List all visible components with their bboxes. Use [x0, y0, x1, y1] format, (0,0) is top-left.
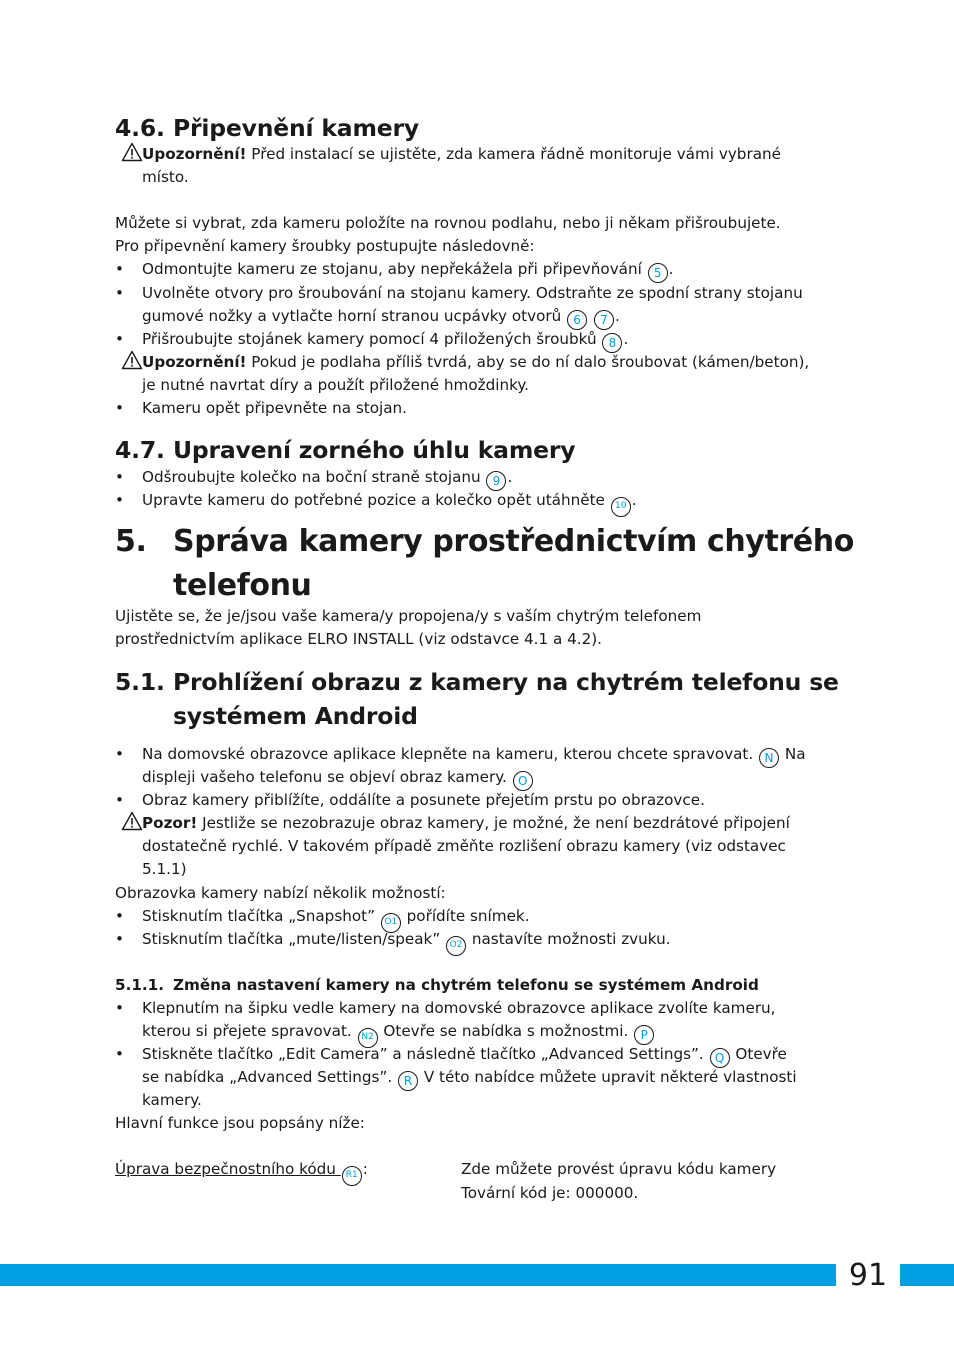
heading-5-continued: telefonu	[173, 568, 312, 603]
heading-4-6: 4.6. Připevnění kamery	[115, 114, 420, 142]
list-item-continued: kamery.	[142, 1091, 202, 1109]
list-item: Stisknutím tlačítka „mute/listen/speak” O2 nastavíte možnosti zvuku.	[142, 928, 671, 956]
reference-marker: N	[759, 748, 779, 768]
warning-text-line: 5.1.1)	[142, 860, 187, 878]
bullet-dot: •	[115, 930, 124, 948]
list-item: Odmontujte kameru ze stojanu, aby nepřekážela při připevňování 5 .	[142, 258, 674, 283]
warning-text-line: místo.	[142, 168, 189, 186]
feature-label: Úprava bezpečnostního kódu R1 :	[115, 1158, 368, 1186]
bullet-dot: •	[115, 745, 124, 763]
paragraph-line: Ujistěte se, že je/jsou vaše kamera/y propojena/y s vaším chytrým telefonem	[115, 607, 702, 625]
list-item: Kameru opět připevněte na stojan.	[142, 399, 407, 417]
reference-marker: O2	[446, 936, 466, 956]
heading-5: 5. Správa kamery prostřednictvím chytrého	[115, 524, 854, 559]
warning-text-line: Upozornění! Před instalací se ujistěte, zda kamera řádně monitoruje vámi vybrané	[142, 145, 781, 163]
list-item: Odšroubujte kolečko na boční straně stojanu 9 .	[142, 466, 512, 491]
list-item: Přišroubujte stojánek kamery pomocí 4 přiložených šroubků 8 .	[142, 328, 628, 353]
list-item: Obraz kamery přiblížíte, oddálíte a posunete přejetím prstu po obrazovce.	[142, 791, 705, 809]
bullet-dot: •	[115, 791, 124, 809]
list-item-continued: gumové nožky a vytlačte horní stranou ucpávky otvorů 6 7 .	[142, 305, 620, 330]
list-item: Uvolněte otvory pro šroubování na stojanu kamery. Odstraňte ze spodní strany stojanu	[142, 284, 803, 302]
bullet-dot: •	[115, 260, 124, 278]
warning-triangle-icon	[121, 350, 143, 370]
warning-text-line: dostatečně rychlé. V takovém případě změňte rozlišení obrazu kamery (viz odstavec	[142, 837, 786, 855]
list-item-continued: se nabídka „Advanced Settings”. R V této nabídce můžete upravit některé vlastnosti	[142, 1066, 797, 1091]
warning-text-line: Pozor! Jestliže se nezobrazuje obraz kamery, je možné, že není bezdrátové připojení	[142, 814, 790, 832]
warning-triangle-icon	[121, 142, 143, 162]
paragraph-line: Můžete si vybrat, zda kameru položíte na rovnou podlahu, nebo ji někam přišroubujete.	[115, 214, 781, 232]
bullet-dot: •	[115, 491, 124, 509]
list-item-continued: kterou si přejete spravovat. N2 Otevře se nabídka s možnostmi. P	[142, 1020, 655, 1048]
heading-5-1: 5.1. Prohlížení obrazu z kamery na chytrém telefonu se	[115, 668, 839, 696]
bullet-dot: •	[115, 284, 124, 302]
list-item: Na domovské obrazovce aplikace klepněte na kameru, kterou chcete spravovat. N Na	[142, 743, 806, 768]
reference-marker: O	[513, 771, 533, 791]
list-item: Stisknutím tlačítka „Snapshot” O1 pořídíte snímek.	[142, 905, 530, 933]
reference-marker: 9	[486, 471, 506, 491]
feature-description: Tovární kód je: 000000.	[461, 1184, 639, 1202]
reference-marker: Q	[710, 1048, 730, 1068]
bullet-dot: •	[115, 1045, 124, 1063]
heading-4-7: 4.7. Upravení zorného úhlu kamery	[115, 436, 576, 464]
reference-marker: 6	[567, 310, 587, 330]
list-item: Klepnutím na šipku vedle kamery na domovské obrazovce aplikace zvolíte kameru,	[142, 999, 776, 1017]
reference-marker: O1	[381, 913, 401, 933]
reference-marker: P	[634, 1025, 654, 1045]
reference-marker: 7	[594, 310, 614, 330]
bullet-dot: •	[115, 999, 124, 1017]
list-item: Upravte kameru do potřebné pozice a kolečko opět utáhněte 10 .	[142, 489, 637, 517]
reference-marker: 8	[602, 333, 622, 353]
paragraph-line: Obrazovka kamery nabízí několik možností:	[115, 884, 446, 902]
reference-marker: R1	[342, 1166, 362, 1186]
paragraph-line: Hlavní funkce jsou popsány níže:	[115, 1114, 365, 1132]
reference-marker: N2	[358, 1028, 378, 1048]
footer-bar	[0, 1264, 954, 1286]
reference-marker: 10	[611, 497, 631, 517]
reference-marker: R	[398, 1071, 418, 1091]
bullet-dot: •	[115, 468, 124, 486]
page-number: 91	[836, 1256, 900, 1294]
list-item-continued: displeji vašeho telefonu se objeví obraz kamery. O	[142, 766, 534, 791]
bullet-dot: •	[115, 907, 124, 925]
feature-description: Zde můžete provést úpravu kódu kamery	[461, 1160, 777, 1178]
paragraph-line: Pro připevnění kamery šroubky postupujte následovně:	[115, 237, 535, 255]
warning-text-line: je nutné navrtat díry a použít přiložené hmoždinky.	[142, 376, 529, 394]
heading-5-1-continued: systémem Android	[173, 702, 418, 730]
heading-5-1-1: 5.1.1. Změna nastavení kamery na chytrém telefonu se systémem Android	[115, 976, 759, 994]
bullet-dot: •	[115, 399, 124, 417]
warning-text-line: Upozornění! Pokud je podlaha příliš tvrdá, aby se do ní dalo šroubovat (kámen/beton),	[142, 353, 810, 371]
paragraph-line: prostřednictvím aplikace ELRO INSTALL (viz odstavce 4.1 a 4.2).	[115, 630, 603, 648]
bullet-dot: •	[115, 330, 124, 348]
warning-triangle-icon	[121, 811, 143, 831]
list-item: Stiskněte tlačítko „Edit Camera” a následně tlačítko „Advanced Settings”. Q Otevře	[142, 1043, 787, 1068]
reference-marker: 5	[648, 263, 668, 283]
